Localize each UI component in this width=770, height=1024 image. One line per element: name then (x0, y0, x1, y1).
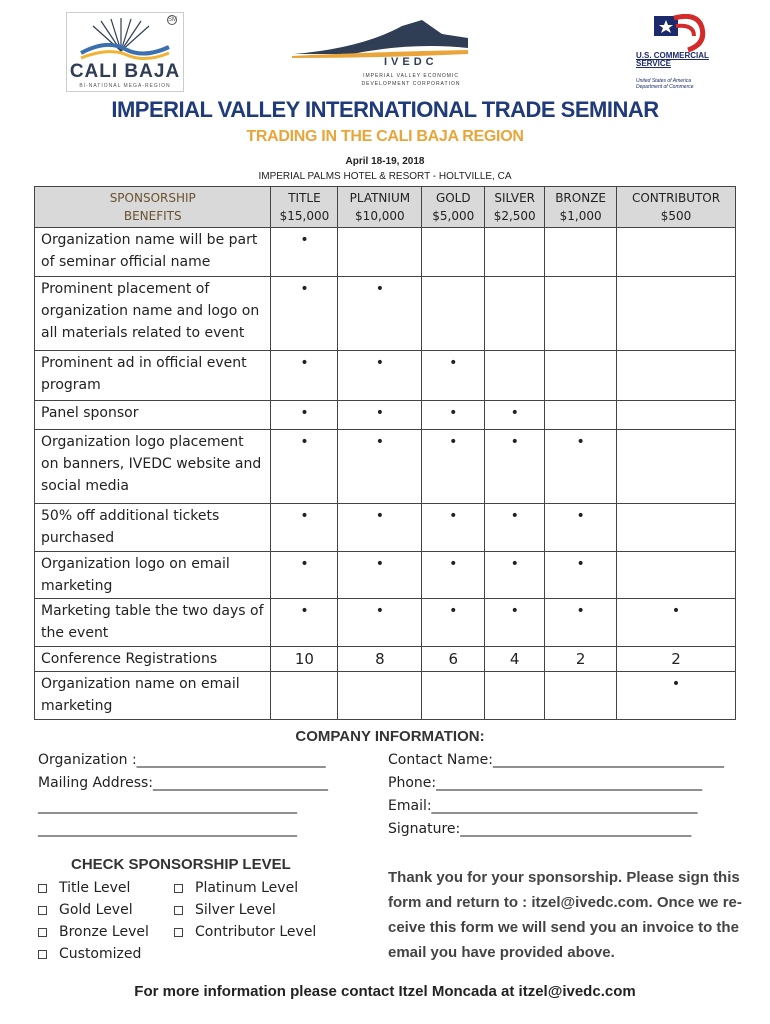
benefit-cell (545, 277, 617, 351)
event-dates: April 18-19, 2018 (345, 156, 425, 167)
level-header-title: TITLE $15,000 (271, 187, 338, 228)
mailing-address-field[interactable]: Mailing Address:_________________________ (38, 775, 329, 791)
benefit-cell (617, 430, 736, 504)
sunrise-icon (67, 13, 183, 63)
option-gold-level[interactable]: Gold Level (38, 902, 133, 918)
benefit-cell: • (271, 552, 338, 599)
checkbox-icon[interactable] (174, 884, 183, 893)
checkbox-icon[interactable] (38, 950, 47, 959)
table-row (35, 228, 736, 277)
benefit-cell (617, 401, 736, 430)
benefit-cell (617, 504, 736, 552)
option-platinum-level[interactable]: Platinum Level (174, 880, 298, 896)
benefit-cell: • (485, 552, 545, 599)
benefit-cell (422, 277, 485, 351)
registration-count: 8 (338, 647, 422, 672)
checkbox-icon[interactable] (174, 906, 183, 915)
benefit-cell (271, 672, 338, 720)
benefit-cell: • (271, 599, 338, 647)
benefit-label: 50% off additional tickets purchased (35, 504, 271, 552)
benefit-cell: • (338, 599, 422, 647)
service-mark-icon: SM (168, 17, 177, 23)
benefit-cell: • (545, 504, 617, 552)
benefit-cell (422, 672, 485, 720)
benefit-cell (545, 401, 617, 430)
benefit-label: Prominent ad in official event program (35, 351, 271, 401)
benefit-cell: • (422, 401, 485, 430)
benefit-cell: • (338, 504, 422, 552)
registration-count: 10 (271, 647, 338, 672)
checkbox-icon[interactable] (38, 884, 47, 893)
table-header-row (35, 187, 736, 228)
cali-baja-wordmark: CALI BAJA (69, 61, 181, 82)
benefit-cell (422, 228, 485, 277)
benefit-cell (617, 552, 736, 599)
registration-count: 2 (617, 647, 736, 672)
company-info-title: COMPANY INFORMATION: (295, 728, 485, 745)
cali-baja-tagline: BI-NATIONAL MEGA-REGION (79, 83, 171, 89)
table-row (35, 672, 736, 720)
table-row (35, 430, 736, 504)
benefit-cell: • (617, 599, 736, 647)
level-header-bronze: BRONZE $1,000 (545, 187, 617, 228)
benefit-label: Conference Registrations (35, 647, 271, 672)
benefit-label: Organization logo on email marketing (35, 552, 271, 599)
benefit-cell: • (545, 430, 617, 504)
table-row (35, 504, 736, 552)
checkbox-icon[interactable] (38, 906, 47, 915)
table-row (35, 401, 736, 430)
table-row (35, 351, 736, 401)
benefit-cell: • (485, 430, 545, 504)
benefit-label: Marketing table the two days of the event (35, 599, 271, 647)
us-commercial-service-logo (636, 14, 712, 94)
registration-count: 6 (422, 647, 485, 672)
benefit-cell (485, 228, 545, 277)
benefit-label: Panel sponsor (35, 401, 271, 430)
benefit-cell (617, 277, 736, 351)
benefit-cell: • (271, 277, 338, 351)
ivedc-logo (292, 18, 468, 90)
benefit-cell: • (338, 351, 422, 401)
footer-contact: For more information please contact Itzel Moncada at itzel@ivedc.com (134, 983, 636, 1000)
table-row (35, 647, 736, 672)
benefit-cell: • (271, 504, 338, 552)
ivedc-wordmark: IVEDC (384, 56, 438, 68)
cali-baja-logo (66, 12, 184, 92)
option-bronze-level[interactable]: Bronze Level (38, 924, 149, 940)
option-customized[interactable]: Customized (38, 946, 141, 962)
benefit-cell: • (422, 351, 485, 401)
benefit-cell: • (617, 672, 736, 720)
mailing-address-line-3[interactable]: _____________________________________ (38, 821, 297, 837)
mailing-address-line-2[interactable]: _____________________________________ (38, 798, 297, 814)
option-silver-level[interactable]: Silver Level (174, 902, 276, 918)
us-commercial-wordmark: U.S. COMMERCIAL SERVICE (636, 51, 709, 68)
level-header-silver: SILVER $2,500 (485, 187, 545, 228)
benefit-cell: • (422, 599, 485, 647)
benefit-label: Organization logo placement on banners, IVEDC website and social media (35, 430, 271, 504)
benefit-label: Organization name will be part of seminar official name (35, 228, 271, 277)
contact-name-field[interactable]: Contact Name:_________________________________ (388, 752, 724, 768)
benefit-cell: • (422, 504, 485, 552)
level-header-contributor: CONTRIBUTOR $500 (617, 187, 736, 228)
benefit-cell (485, 672, 545, 720)
checkbox-icon[interactable] (38, 928, 47, 937)
checkbox-icon[interactable] (174, 928, 183, 937)
ivedc-tagline: IMPERIAL VALLEY ECONOMIC DEVELOPMENT CORPORATION (361, 73, 461, 87)
benefit-label: Organization name on email marketing (35, 672, 271, 720)
thank-you-note: Thank you for your sponsorship. Please sign this form and return to : itzel@ivedc.com. Once we re- ceive this form we will send you an invoice to the email you have provided above. (388, 869, 742, 961)
table-row (35, 552, 736, 599)
benefit-cell: • (422, 430, 485, 504)
benefit-cell (338, 228, 422, 277)
signature-field[interactable]: Signature:_________________________________ (388, 821, 692, 837)
benefit-cell: • (271, 228, 338, 277)
flag-swoosh-icon (636, 14, 712, 54)
option-title-level[interactable]: Title Level (38, 880, 130, 896)
benefit-cell: • (422, 552, 485, 599)
page-title: IMPERIAL VALLEY INTERNATIONAL TRADE SEMINAR (111, 97, 659, 122)
email-field[interactable]: Email:______________________________________ (388, 798, 698, 814)
benefit-cell: • (271, 351, 338, 401)
benefit-cell (338, 672, 422, 720)
benefit-cell (617, 351, 736, 401)
level-header-platinum: PLATNIUM $10,000 (338, 187, 422, 228)
table-row (35, 599, 736, 647)
sponsorship-table (34, 186, 736, 720)
benefit-cell (485, 351, 545, 401)
benefit-cell: • (485, 401, 545, 430)
us-commercial-tagline: United States of America Department of Commerce (636, 78, 694, 90)
benefit-cell: • (545, 599, 617, 647)
benefit-cell: • (485, 504, 545, 552)
check-level-title: CHECK SPONSORSHIP LEVEL (71, 856, 291, 873)
benefit-cell: • (485, 599, 545, 647)
organization-field[interactable]: Organization :___________________________ (38, 752, 326, 768)
table-row (35, 277, 736, 351)
level-header-gold: GOLD $5,000 (422, 187, 485, 228)
benefits-header: SPONSORSHIP BENEFITS (35, 187, 271, 228)
benefit-cell: • (338, 430, 422, 504)
benefit-cell (545, 672, 617, 720)
benefit-cell (617, 228, 736, 277)
benefit-cell: • (271, 401, 338, 430)
benefit-cell: • (338, 401, 422, 430)
benefit-cell: • (338, 277, 422, 351)
option-contributor-level[interactable]: Contributor Level (174, 924, 316, 940)
benefit-label: Prominent placement of organization name and logo on all materials related to event (35, 277, 271, 351)
phone-field[interactable]: Phone:______________________________________ (388, 775, 703, 791)
benefit-cell (485, 277, 545, 351)
benefit-cell: • (271, 430, 338, 504)
benefit-cell: • (545, 552, 617, 599)
page-subtitle: TRADING IN THE CALI BAJA REGION (246, 128, 524, 145)
benefit-cell: • (338, 552, 422, 599)
mountain-icon (292, 18, 468, 58)
registration-count: 4 (485, 647, 545, 672)
registration-count: 2 (545, 647, 617, 672)
logos-bar (0, 0, 770, 100)
benefit-cell (545, 228, 617, 277)
benefit-cell (545, 351, 617, 401)
event-venue: IMPERIAL PALMS HOTEL & RESORT - HOLTVILLE, CA (258, 171, 512, 182)
